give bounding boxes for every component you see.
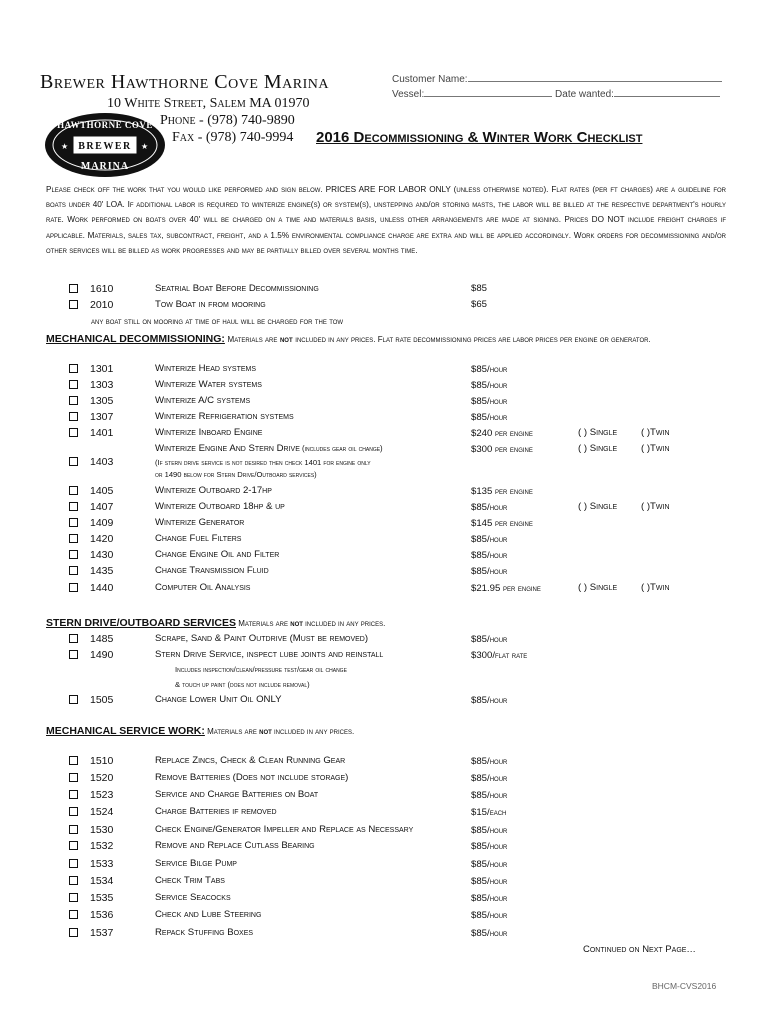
item-price: $85/hour	[471, 380, 508, 391]
item-code: 1490	[90, 649, 114, 661]
section-note-emphasis: not	[290, 619, 303, 628]
checklist-row	[0, 361, 770, 377]
section-heading-mechanical-service	[46, 725, 354, 737]
checkbox[interactable]	[69, 583, 78, 592]
item-code: 1520	[90, 772, 114, 784]
item-description: Check Engine/Generator Impeller and Replace as Necessary	[155, 824, 414, 835]
checklist-row	[0, 499, 770, 515]
item-code: 1536	[90, 909, 114, 921]
checklist-row	[0, 804, 770, 820]
item-description: Service Bilge Pump	[155, 858, 237, 869]
item-price: $85/hour	[471, 876, 508, 887]
tow-note: any boat still on mooring at time of haul will be charged for the tow	[91, 316, 344, 326]
item-description: Change Transmission Fluid	[155, 565, 269, 576]
checkbox[interactable]	[69, 807, 78, 816]
checklist-row	[0, 753, 770, 769]
checkbox[interactable]	[69, 566, 78, 575]
intro-paragraph: Please check off the work that you would like performed and sign below. PRICES ARE FOR LABOR ONLY (unless otherwise noted). Flat rates (per ft charges) are a guideline for boats under 40' LOA. If additional labor is required to winterize engine(s) or system(s), unstepping and/or storing masts, the labor will be billed at the respective department's hourly rate. Work performed on boats over 40' will be charged on a time and materials basis, unless other arrangements are made at signing. Prices DO NOT include freight charges if applicable. Materials, sales tax, subcontract, freight, and a 1.5% environmental compliance charge are extra and will be applied accordingly. Work orders for decommissioning and/or other services will be billed as work progresses and may be partially billed over several months time.	[46, 185, 726, 255]
item-description: Charge Batteries if removed	[155, 806, 277, 817]
logo-bottom-text: MARINA	[80, 161, 130, 172]
checkbox[interactable]	[69, 412, 78, 421]
checkbox[interactable]	[69, 364, 78, 373]
item-code: 1301	[90, 363, 114, 375]
checklist-row	[0, 822, 770, 838]
checklist-row	[0, 692, 770, 708]
checklist-row	[0, 563, 770, 579]
checkbox[interactable]	[69, 284, 78, 293]
section-note: included in any prices.	[302, 619, 386, 628]
checklist-row	[0, 856, 770, 872]
form-id: BHCM-CVS2016	[652, 981, 717, 991]
section-note: included in any prices. Flat rate decommissioning prices are labor prices per engine or generator.	[295, 335, 651, 344]
item-description: Winterize Head systems	[155, 363, 257, 374]
checkbox[interactable]	[69, 486, 78, 495]
item-code: 1532	[90, 840, 114, 852]
checklist-row	[0, 890, 770, 906]
item-description: Stern Drive Service, inspect lube joints and reinstall	[155, 649, 384, 660]
checklist-row	[0, 647, 770, 663]
item-price: $85/hour	[471, 841, 508, 852]
item-price: $85/hour	[471, 412, 508, 423]
checkbox[interactable]	[69, 825, 78, 834]
item-code: 1510	[90, 755, 114, 767]
option-twin[interactable]: ( )Twin	[641, 443, 670, 454]
item-code: 1420	[90, 533, 114, 545]
item-price: $85/hour	[471, 534, 508, 545]
item-code: 1407	[90, 501, 114, 513]
item-price: $85/hour	[471, 910, 508, 921]
option-twin[interactable]: ( )Twin	[641, 501, 670, 512]
option-single[interactable]: ( ) Single	[578, 582, 618, 593]
item-description: Winterize Outboard 18hp & up	[155, 501, 285, 512]
vessel-field[interactable]	[424, 87, 552, 97]
item-subnote: (If stern drive service is not desired then check 1401 for engine only	[155, 458, 371, 467]
item-description: Tow Boat in from mooring	[155, 299, 266, 310]
checkbox[interactable]	[69, 876, 78, 885]
checklist-row	[0, 907, 770, 923]
item-price: $85/hour	[471, 502, 508, 513]
checklist-row	[0, 454, 770, 470]
item-price: $85/hour	[471, 773, 508, 784]
checklist-row	[0, 483, 770, 499]
star-icon-left: ★	[61, 142, 69, 151]
item-description: Winterize Refrigeration systems	[155, 411, 294, 422]
item-price: $85/hour	[471, 695, 508, 706]
logo-brewer-text: BREWER	[78, 141, 132, 152]
option-single[interactable]: ( ) Single	[578, 443, 618, 454]
checkbox[interactable]	[69, 534, 78, 543]
item-price: $135 per engine	[471, 486, 533, 497]
item-price: $85/hour	[471, 550, 508, 561]
item-code: 1523	[90, 789, 114, 801]
item-description: Winterize Outboard 2-17hp	[155, 485, 272, 496]
page-title: 2016 Decommissioning & Winter Work Checklist	[316, 129, 643, 146]
checkbox[interactable]	[69, 695, 78, 704]
item-code: 1537	[90, 927, 114, 939]
section-note: included in any prices.	[271, 727, 355, 736]
item-code: 1610	[90, 283, 114, 295]
section-note: Materials are	[204, 727, 260, 736]
item-price: $65	[471, 299, 488, 310]
section-title: STERN DRIVE/OUTBOARD SERVICES	[46, 617, 236, 629]
item-description: Service Seacocks	[155, 892, 231, 903]
checklist-row	[0, 925, 770, 941]
item-description: Check and Lube Steering	[155, 909, 262, 920]
item-description: Change Engine Oil and Filter	[155, 549, 280, 560]
checklist-row	[0, 787, 770, 803]
item-description: Change Lower Unit Oil ONLY	[155, 694, 282, 705]
item-description: Seatrial Boat Before Decommissioning	[155, 283, 319, 294]
company-fax: Fax - (978) 740-9994	[172, 130, 294, 145]
customer-name-label: Customer Name:	[392, 74, 468, 85]
item-description: Service and Charge Batteries on Boat	[155, 789, 319, 800]
item-description: Winterize A/C systems	[155, 395, 251, 406]
item-code: 1485	[90, 633, 114, 645]
item-price: $300/flat rate	[471, 650, 528, 661]
checkbox[interactable]	[69, 928, 78, 937]
checkbox[interactable]	[69, 457, 78, 466]
checklist-row	[0, 409, 770, 425]
item-description: Winterize Water systems	[155, 379, 262, 390]
option-single[interactable]: ( ) Single	[578, 501, 618, 512]
item-code: 1505	[90, 694, 114, 706]
checklist-row	[0, 393, 770, 409]
checklist-row	[0, 873, 770, 889]
checkbox[interactable]	[69, 859, 78, 868]
item-code: 1307	[90, 411, 114, 423]
date-wanted-field[interactable]	[614, 87, 720, 97]
item-code: 1405	[90, 485, 114, 497]
company-address: 10 White Street, Salem MA 01970	[107, 96, 310, 111]
item-description: Winterize Inboard Engine	[155, 427, 263, 438]
section-heading-stern-drive	[46, 617, 385, 629]
item-subnote: & touch up paint (does not include removal)	[175, 680, 310, 689]
item-description: Change Fuel Filters	[155, 533, 242, 544]
company-name: Brewer Hawthorne Cove Marina	[40, 71, 329, 93]
item-code: 1533	[90, 858, 114, 870]
item-code: 1303	[90, 379, 114, 391]
item-price: $15/each	[471, 807, 507, 818]
section-title: MECHANICAL DECOMMISSIONING:	[46, 333, 225, 345]
item-price: $85/hour	[471, 790, 508, 801]
checklist-row	[0, 515, 770, 531]
checkbox[interactable]	[69, 893, 78, 902]
logo-top-text: HAWTHORNE COVE	[57, 120, 153, 130]
checkbox[interactable]	[69, 650, 78, 659]
checklist-row	[0, 297, 770, 313]
item-code: 1534	[90, 875, 114, 887]
item-description: Remove Batteries (Does not include storage)	[155, 772, 349, 783]
item-price: $85/hour	[471, 396, 508, 407]
checkbox[interactable]	[69, 756, 78, 765]
checkbox[interactable]	[69, 841, 78, 850]
checkbox[interactable]	[69, 300, 78, 309]
marina-logo	[43, 111, 168, 179]
item-code: 1524	[90, 806, 114, 818]
section-note-emphasis: not	[279, 335, 293, 344]
checklist-row	[0, 580, 770, 596]
date-wanted-label: Date wanted:	[555, 89, 614, 100]
section-title: MECHANICAL SERVICE WORK:	[46, 725, 205, 737]
checklist-row	[0, 838, 770, 854]
item-price: $240 per engine	[471, 428, 533, 439]
section-heading-mechanical-decommissioning	[46, 333, 651, 345]
item-description: Winterize Engine And Stern Drive (includes gear oil change)	[155, 443, 383, 454]
item-price: $145 per engine	[471, 518, 533, 529]
item-subnote: or 1490 below for Stern Drive/Outboard services)	[155, 470, 317, 479]
checkbox[interactable]	[69, 550, 78, 559]
item-code: 1403	[90, 456, 114, 468]
item-code: 1435	[90, 565, 114, 577]
item-code: 1401	[90, 427, 114, 439]
checkbox[interactable]	[69, 773, 78, 782]
checkbox[interactable]	[69, 428, 78, 437]
item-code: 1409	[90, 517, 114, 529]
option-single[interactable]: ( ) Single	[578, 427, 618, 438]
item-price: $300 per engine	[471, 444, 533, 455]
checkbox[interactable]	[69, 396, 78, 405]
item-code: 1535	[90, 892, 114, 904]
checkbox[interactable]	[69, 502, 78, 511]
section-note-emphasis: not	[259, 727, 272, 736]
checkbox[interactable]	[69, 790, 78, 799]
item-price: $21.95 per engine	[471, 583, 541, 594]
item-price: $85/hour	[471, 893, 508, 904]
checklist-row	[0, 281, 770, 297]
item-price: $85	[471, 283, 488, 294]
option-twin[interactable]: ( )Twin	[641, 427, 670, 438]
option-twin[interactable]: ( )Twin	[641, 582, 670, 593]
vessel-label: Vessel:	[392, 89, 425, 100]
item-code: 2010	[90, 299, 114, 311]
checkbox[interactable]	[69, 634, 78, 643]
checklist-row	[0, 425, 770, 441]
star-icon-right: ★	[141, 142, 149, 151]
item-description: Computer Oil Analysis	[155, 582, 251, 593]
checklist-row	[0, 631, 770, 647]
checklist-row	[0, 531, 770, 547]
item-subnote: Includes inspection/clean/pressure test/gear oil change	[175, 665, 347, 674]
company-phone: Phone - (978) 740-9890	[160, 113, 295, 128]
section-note: Materials are	[227, 335, 278, 344]
item-code: 1430	[90, 549, 114, 561]
item-description: Replace Zincs, Check & Clean Running Gear	[155, 755, 346, 766]
item-description: Check Trim Tabs	[155, 875, 225, 886]
checkbox[interactable]	[69, 518, 78, 527]
vessel-row	[392, 87, 720, 100]
item-description: Repack Stuffing Boxes	[155, 927, 254, 938]
item-code: 1440	[90, 582, 114, 594]
item-price: $85/hour	[471, 364, 508, 375]
item-price: $85/hour	[471, 928, 508, 939]
item-code: 1305	[90, 395, 114, 407]
checklist-row	[0, 547, 770, 563]
item-description: Remove and Replace Cutlass Bearing	[155, 840, 315, 851]
checkbox[interactable]	[69, 910, 78, 919]
customer-name-field[interactable]	[468, 72, 722, 82]
item-description: Winterize Generator	[155, 517, 245, 528]
item-description: Scrape, Sand & Paint Outdrive (Must be removed)	[155, 633, 369, 644]
checkbox[interactable]	[69, 380, 78, 389]
section-note: Materials are	[236, 619, 291, 628]
checklist-row	[0, 770, 770, 786]
item-price: $85/hour	[471, 859, 508, 870]
checklist-row	[0, 377, 770, 393]
item-price: $85/hour	[471, 566, 508, 577]
continued-note: Continued on Next Page…	[583, 944, 696, 955]
item-price: $85/hour	[471, 634, 508, 645]
item-price: $85/hour	[471, 756, 508, 767]
item-price: $85/hour	[471, 825, 508, 836]
item-code: 1530	[90, 824, 114, 836]
customer-name-row	[392, 72, 722, 85]
